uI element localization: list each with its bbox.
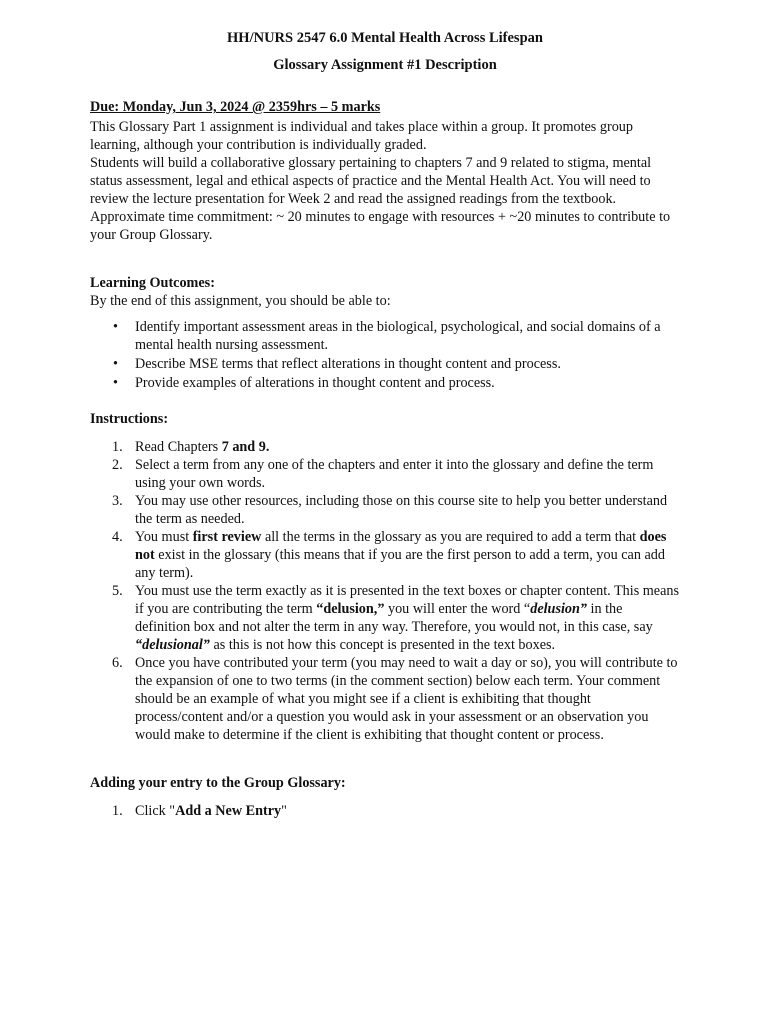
item-number: 4. bbox=[112, 529, 123, 545]
add-new-entry-label: Add a New Entry bbox=[175, 803, 282, 819]
item-text: Click " bbox=[135, 803, 176, 819]
list-item bbox=[90, 456, 680, 492]
intro-paragraph-3: Approximate time commitment: ~ 20 minutes to engage with resources + ~20 minutes to contribute to your Group Glossary. bbox=[90, 209, 671, 243]
item-number: 5. bbox=[112, 583, 123, 599]
learning-outcomes-heading: Learning Outcomes: bbox=[90, 275, 215, 291]
instructions-list bbox=[90, 438, 680, 744]
item-text: You must bbox=[135, 529, 193, 545]
list-item bbox=[90, 528, 680, 582]
item-number: 1. bbox=[112, 439, 123, 455]
item-text: in the definition box and not alter the term in any way. Therefore, you would not, in this case, say bbox=[135, 601, 653, 635]
item-text-bold-italic: “delusional” bbox=[135, 637, 210, 653]
item-text: as this is not how this concept is presented in the text boxes. bbox=[209, 637, 556, 653]
instructions-heading: Instructions: bbox=[90, 411, 169, 427]
intro-paragraph-2: Students will build a collaborative glossary pertaining to chapters 7 and 9 related to stigma, mental status assessment, legal and ethical aspects of practice and the Mental Health Act. You will need to review the lecture presentation for Week 2 and read the assigned readings from the textbook. bbox=[90, 155, 652, 207]
item-text-bold: 7 and 9. bbox=[221, 439, 270, 455]
item-text: exist in the glossary (this means that if you are the first person to add a term, you can add any term). bbox=[135, 547, 665, 581]
item-text: " bbox=[281, 803, 287, 819]
item-text: Read Chapters bbox=[135, 439, 222, 455]
document-page bbox=[90, 28, 680, 820]
course-title: HH/NURS 2547 6.0 Mental Health Across Lifespan bbox=[227, 30, 543, 46]
due-date: Due: Monday, Jun 3, 2024 @ 2359hrs – 5 marks bbox=[90, 99, 381, 115]
item-text-bold: “delusion,” bbox=[316, 601, 385, 617]
item-text: all the terms in the glossary as you are required to add a term that bbox=[261, 529, 640, 545]
learning-outcomes-lead: By the end of this assignment, you should be able to: bbox=[90, 293, 391, 309]
list-item bbox=[90, 654, 680, 744]
item-number: 3. bbox=[112, 493, 123, 509]
list-item: • Describe MSE terms that reflect alterations in thought content and process. bbox=[90, 355, 680, 373]
list-item bbox=[90, 492, 680, 528]
list-item bbox=[90, 582, 680, 654]
item-text-bold: first review bbox=[192, 529, 262, 545]
adding-entry-list bbox=[90, 802, 680, 820]
list-item bbox=[90, 438, 680, 456]
list-item: • Identify important assessment areas in the biological, psychological, and social domains of a mental health nursing assessment. bbox=[90, 318, 680, 354]
item-number: 2. bbox=[112, 457, 123, 473]
adding-entry-heading: Adding your entry to the Group Glossary: bbox=[90, 775, 346, 791]
item-text-bold: does not bbox=[135, 529, 667, 563]
list-item bbox=[90, 802, 680, 820]
document-title: Glossary Assignment #1 Description bbox=[273, 57, 497, 73]
learning-outcomes-list bbox=[90, 318, 680, 392]
item-text-bold-italic: delusion” bbox=[530, 601, 587, 617]
item-number: 6. bbox=[112, 655, 123, 671]
intro-paragraph-1: This Glossary Part 1 assignment is individual and takes place within a group. It promotes group learning, although your contribution is individually graded. bbox=[90, 119, 633, 153]
item-text: Select a term from any one of the chapters and enter it into the glossary and define the term using your own words. bbox=[135, 457, 654, 491]
item-text: you will enter the word “ bbox=[384, 601, 531, 617]
item-number: 1. bbox=[112, 803, 123, 819]
item-text: You may use other resources, including those on this course site to help you better understand the term as needed. bbox=[135, 493, 668, 527]
item-text: You must use the term exactly as it is presented in the text boxes or chapter content. This means if you are contributing the term bbox=[135, 583, 680, 617]
list-item: • Provide examples of alterations in thought content and process. bbox=[90, 374, 680, 392]
item-text: Once you have contributed your term (you may need to wait a day or so), you will contribute to the expansion of one to two terms (in the comment section) below each term. Your comment should be an example of what you might see if a client is exhibiting that thought process/content and/or a question you would ask in your assessment or an observation you would make to determine if the client is exhibiting that thought content or process. bbox=[135, 655, 678, 743]
